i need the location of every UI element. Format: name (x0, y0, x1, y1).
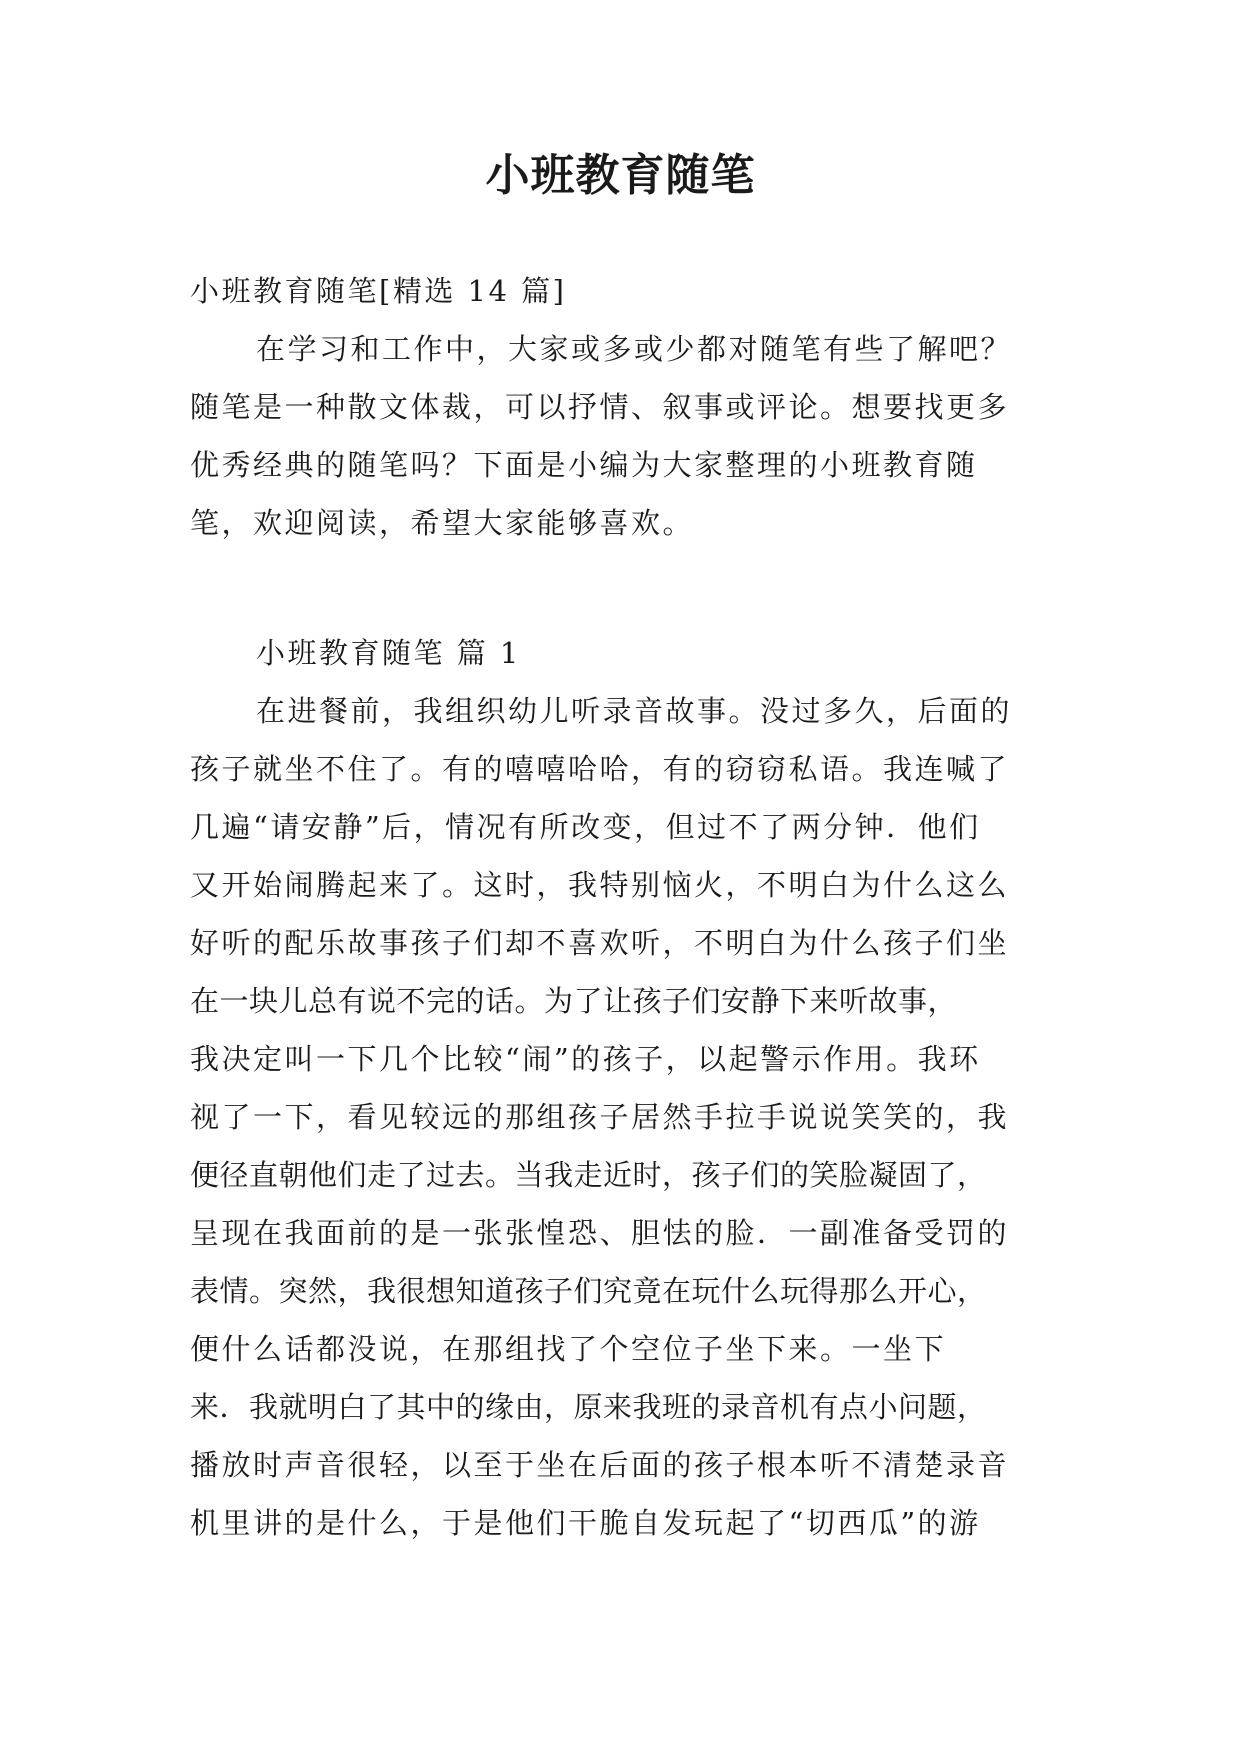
body-line: 几遍“请安静”后，情况有所改变，但过不了两分钟．他们 (190, 810, 981, 844)
intro-line: 随笔是一种散文体裁，可以抒情、叙事或评论。想要找更多 (190, 390, 1010, 424)
intro-line: 优秀经典的随笔吗？下面是小编为大家整理的小班教育随 (190, 448, 978, 482)
body-paragraph (190, 682, 1060, 1552)
document-body (190, 262, 1060, 1552)
section-heading: 小班教育随笔 篇 1 (256, 636, 521, 670)
document-subtitle: 小班教育随笔[精选 14 篇] (190, 274, 567, 308)
body-line: 呈现在我面前的是一张张惶恐、胆怯的脸．一副准备受罚的 (190, 1216, 1010, 1250)
paragraph-spacer (190, 552, 1060, 624)
intro-paragraph (190, 320, 1060, 552)
body-line: 在进餐前，我组织幼儿听录音故事。没过多久，后面的 (256, 694, 1013, 728)
body-line: 在一块儿总有说不完的话。为了让孩子们安静下来听故事， (190, 984, 958, 1018)
body-line: 孩子就坐不住了。有的嘻嘻哈哈，有的窃窃私语。我连喊了 (190, 752, 1010, 786)
body-line: 便什么话都没说，在那组找了个空位子坐下来。一坐下 (190, 1332, 947, 1366)
body-line: 我决定叫一下几个比较“闹”的孩子，以起警示作用。我环 (190, 1042, 981, 1076)
body-line: 播放时声音很轻，以至于坐在后面的孩子根本听不清楚录音 (190, 1448, 1010, 1482)
body-line: 视了一下，看见较远的那组孩子居然手拉手说说笑笑的，我 (190, 1100, 1010, 1134)
body-line: 又开始闹腾起来了。这时，我特别恼火，不明白为什么这么 (190, 868, 1010, 902)
body-line: 好听的配乐故事孩子们却不喜欢听，不明白为什么孩子们坐 (190, 926, 1010, 960)
intro-line: 在学习和工作中，大家或多或少都对随笔有些了解吧？ (256, 332, 1013, 366)
body-line: 机里讲的是什么，于是他们干脆自发玩起了“切西瓜”的游 (190, 1506, 981, 1540)
body-line: 来．我就明白了其中的缘由，原来我班的录音机有点小问题， (190, 1390, 987, 1424)
body-line: 表情。突然，我很想知道孩子们究竟在玩什么玩得那么开心， (190, 1274, 987, 1308)
document-title: 小班教育随笔 (485, 150, 756, 201)
intro-line: 笔，欢迎阅读，希望大家能够喜欢。 (190, 506, 695, 540)
body-line: 便径直朝他们走了过去。当我走近时，孩子们的笑脸凝固了， (190, 1158, 987, 1192)
